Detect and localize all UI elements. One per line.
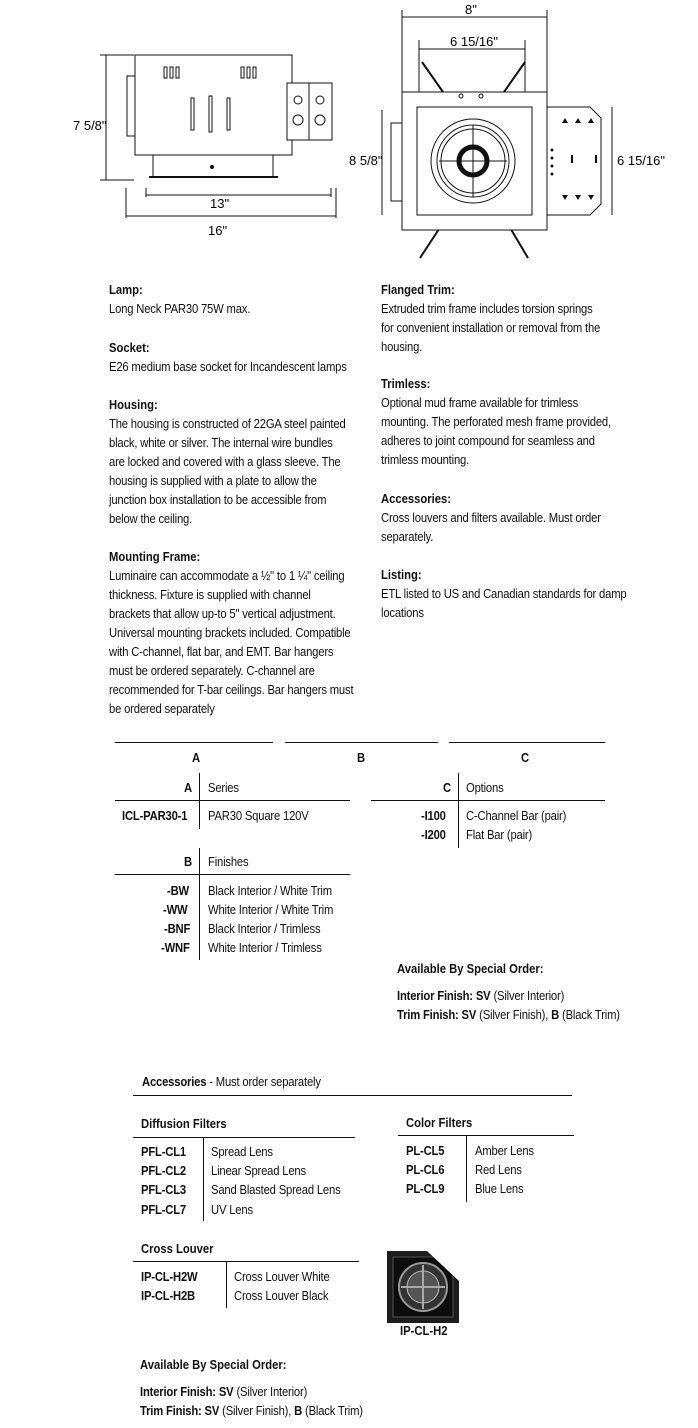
spec-mounting-line: with C-channel, flat bar, and EMT. Bar hangers <box>109 645 334 659</box>
table-b-divider <box>199 848 200 960</box>
acc-interior-label: Interior Finish: <box>140 1385 216 1399</box>
spec-trimless-line: adheres to joint compound for seamless and <box>381 434 595 448</box>
table-b-key: B <box>184 855 192 869</box>
spec-housing-title: Housing: <box>109 398 158 412</box>
photo-caption: IP-CL-H2 <box>400 1324 448 1338</box>
spec-mounting-line: Universal mounting brackets included. Compatible <box>109 626 351 640</box>
table-c-desc: C-Channel Bar (pair) <box>466 809 567 823</box>
spec-accessories <box>381 490 661 547</box>
special-order-title: Available By Special Order: <box>397 962 544 976</box>
louver-rule <box>133 1261 359 1262</box>
side-height-label: 7 5/8" <box>73 118 107 133</box>
table-a-rule <box>115 800 350 801</box>
spec-mounting-line: thickness. Fixture is supplied with channel <box>109 588 311 602</box>
top-height-left-label: 8 5/8" <box>349 153 383 168</box>
spec-flanged-title: Flanged Trim: <box>381 283 455 297</box>
trim-code: SV <box>461 1008 477 1022</box>
table-c-rule <box>371 800 605 801</box>
color-code: PL-CL9 <box>406 1182 445 1196</box>
spec-listing <box>381 566 661 623</box>
louver-desc: Cross Louver White <box>234 1270 330 1284</box>
spec-flanged-line: Extruded trim frame includes torsion springs <box>381 302 593 316</box>
top-view-diagram <box>340 0 670 260</box>
diffusion-code: PFL-CL2 <box>141 1164 186 1178</box>
spec-socket-line: E26 medium base socket for Incandescent lamps <box>109 360 347 374</box>
acc-trim-desc: (Silver Finish), <box>222 1404 292 1418</box>
table-b-rule <box>115 874 350 875</box>
spec-accessories-title: Accessories: <box>381 492 452 506</box>
acc-trim-code: SV <box>204 1404 220 1418</box>
table-b-desc: White Interior / White Trim <box>208 903 334 917</box>
table-b-code: -BW <box>167 884 189 898</box>
table-b-desc: Black Interior / Trimless <box>208 922 321 936</box>
interior-label: Interior Finish: <box>397 989 473 1003</box>
acc-trim-label: Trim Finish: <box>140 1404 202 1418</box>
spec-trimless <box>381 375 661 470</box>
spec-flanged-line: housing. <box>381 340 423 354</box>
color-title: Color Filters <box>406 1116 473 1130</box>
table-c-divider <box>458 773 459 848</box>
spec-trimless-line: trimless mounting. <box>381 453 470 467</box>
spec-mounting-title: Mounting Frame: <box>109 550 201 564</box>
interior-desc: (Silver Interior) <box>493 989 565 1003</box>
acc-interior-desc: (Silver Interior) <box>236 1385 308 1399</box>
specs-left-column <box>109 281 389 319</box>
table-c-header: Options <box>466 781 504 795</box>
spec-mounting-line: brackets that allow up-to 5" vertical adjustment. <box>109 607 336 621</box>
louver-divider <box>226 1262 227 1308</box>
accessories-rule <box>133 1095 572 1096</box>
spec-flanged-line: for convenient installation or removal from the <box>381 321 601 335</box>
table-c-key: C <box>443 781 451 795</box>
special-order-interior <box>397 987 564 1006</box>
acc-trim-desc-2: (Black Trim) <box>305 1404 363 1418</box>
diffusion-desc: UV Lens <box>211 1203 253 1217</box>
acc-special-order-trim <box>140 1402 363 1421</box>
color-code: PL-CL5 <box>406 1144 445 1158</box>
diffusion-rule <box>133 1137 355 1138</box>
acc-trim-code-2: B <box>294 1404 303 1418</box>
color-rule <box>398 1135 574 1136</box>
louver-desc: Cross Louver Black <box>234 1289 329 1303</box>
spec-mounting-line: Luminaire can accommodate a ½" to 1 ¼" ceiling <box>109 569 345 583</box>
acc-special-order-title: Available By Special Order: <box>140 1358 287 1372</box>
diffusion-divider <box>203 1138 204 1221</box>
diffusion-code: PFL-CL3 <box>141 1183 186 1197</box>
side-width-outer-label: 16" <box>208 223 228 238</box>
louver-title: Cross Louver <box>141 1242 214 1256</box>
spec-housing-line: black, white or silver. The internal wire bundles <box>109 436 333 450</box>
table-b-header: Finishes <box>208 855 249 869</box>
spec-socket-title: Socket: <box>109 341 150 355</box>
spec-lamp-title: Lamp: <box>109 283 143 297</box>
trim-desc-2: (Black Trim) <box>562 1008 620 1022</box>
top-width-inner-label: 6 15/16" <box>450 34 498 49</box>
diffusion-code: PFL-CL1 <box>141 1145 186 1159</box>
table-a-key: A <box>184 781 192 795</box>
side-view-diagram <box>60 40 350 240</box>
table-c-code: -I100 <box>421 809 446 823</box>
table-b-code: -WNF <box>161 941 190 955</box>
special-order-trim <box>397 1006 620 1025</box>
accessories-header-bold: Accessories <box>142 1075 207 1089</box>
spec-housing-line: The housing is constructed of 22GA steel painted <box>109 417 346 431</box>
column-c-rule <box>449 742 605 743</box>
color-desc: Blue Lens <box>475 1182 524 1196</box>
column-b-rule <box>285 742 438 743</box>
table-b-desc: Black Interior / White Trim <box>208 884 332 898</box>
column-a-rule <box>115 742 273 743</box>
spec-trimless-line: mounting. The perforated mesh frame provided, <box>381 415 611 429</box>
spec-trimless-title: Trimless: <box>381 377 431 391</box>
accessories-header <box>142 1073 321 1092</box>
top-height-right-label: 6 15/16" <box>617 153 665 168</box>
diffusion-title: Diffusion Filters <box>141 1117 227 1131</box>
table-c-code: -I200 <box>421 828 446 842</box>
louver-code: IP-CL-H2W <box>141 1270 198 1284</box>
color-desc: Red Lens <box>475 1163 522 1177</box>
louver-code: IP-CL-H2B <box>141 1289 196 1303</box>
spec-listing-line: locations <box>381 606 424 620</box>
spec-mounting <box>109 548 389 719</box>
table-a-desc: PAR30 Square 120V <box>208 809 309 823</box>
trim-label: Trim Finish: <box>397 1008 459 1022</box>
spec-accessories-line: Cross louvers and filters available. Must order <box>381 511 601 525</box>
top-width-outer-label: 8" <box>465 2 477 17</box>
spec-mounting-line: recommended for T-bar ceilings. Bar hangers must <box>109 683 354 697</box>
diffusion-desc: Sand Blasted Spread Lens <box>211 1183 341 1197</box>
column-a-label: A <box>192 751 201 765</box>
accessories-header-rest: - Must order separately <box>206 1075 321 1089</box>
spec-lamp-line: Long Neck PAR30 75W max. <box>109 302 251 316</box>
table-a-code: ICL-PAR30-1 <box>122 809 188 823</box>
spec-housing-line: housing is supplied with a plate to allow the <box>109 474 317 488</box>
color-code: PL-CL6 <box>406 1163 445 1177</box>
table-b-code: -WW <box>163 903 188 917</box>
cross-louver-photo <box>387 1251 459 1323</box>
spec-accessories-line: separately. <box>381 530 434 544</box>
spec-housing-line: junction box installation to be accessible from <box>109 493 327 507</box>
side-width-inner-label: 13" <box>210 196 230 211</box>
spec-housing <box>109 396 389 529</box>
color-desc: Amber Lens <box>475 1144 534 1158</box>
spec-listing-title: Listing: <box>381 568 422 582</box>
spec-mounting-line: be ordered separately <box>109 702 215 716</box>
table-a-divider <box>199 773 200 829</box>
spec-housing-line: below the ceiling. <box>109 512 193 526</box>
diffusion-desc: Linear Spread Lens <box>211 1164 306 1178</box>
spec-listing-line: ETL listed to US and Canadian standards for damp <box>381 587 627 601</box>
interior-code: SV <box>475 989 491 1003</box>
spec-trimless-line: Optional mud frame available for trimless <box>381 396 579 410</box>
table-b-code: -BNF <box>164 922 191 936</box>
acc-interior-code: SV <box>218 1385 234 1399</box>
spec-mounting-line: must be ordered separately. C-channel are <box>109 664 315 678</box>
spec-socket <box>109 339 389 377</box>
table-a-header: Series <box>208 781 239 795</box>
trim-code-2: B <box>551 1008 560 1022</box>
column-b-label: B <box>357 751 366 765</box>
spec-housing-line: are locked and covered with a glass sleeve. The <box>109 455 341 469</box>
column-c-label: C <box>521 751 530 765</box>
acc-special-order-interior <box>140 1383 307 1402</box>
diffusion-desc: Spread Lens <box>211 1145 273 1159</box>
color-divider <box>466 1136 467 1202</box>
trim-desc: (Silver Finish), <box>479 1008 549 1022</box>
table-c-desc: Flat Bar (pair) <box>466 828 533 842</box>
spec-flanged-trim <box>381 281 661 357</box>
diffusion-code: PFL-CL7 <box>141 1203 186 1217</box>
table-b-desc: White Interior / Trimless <box>208 941 322 955</box>
